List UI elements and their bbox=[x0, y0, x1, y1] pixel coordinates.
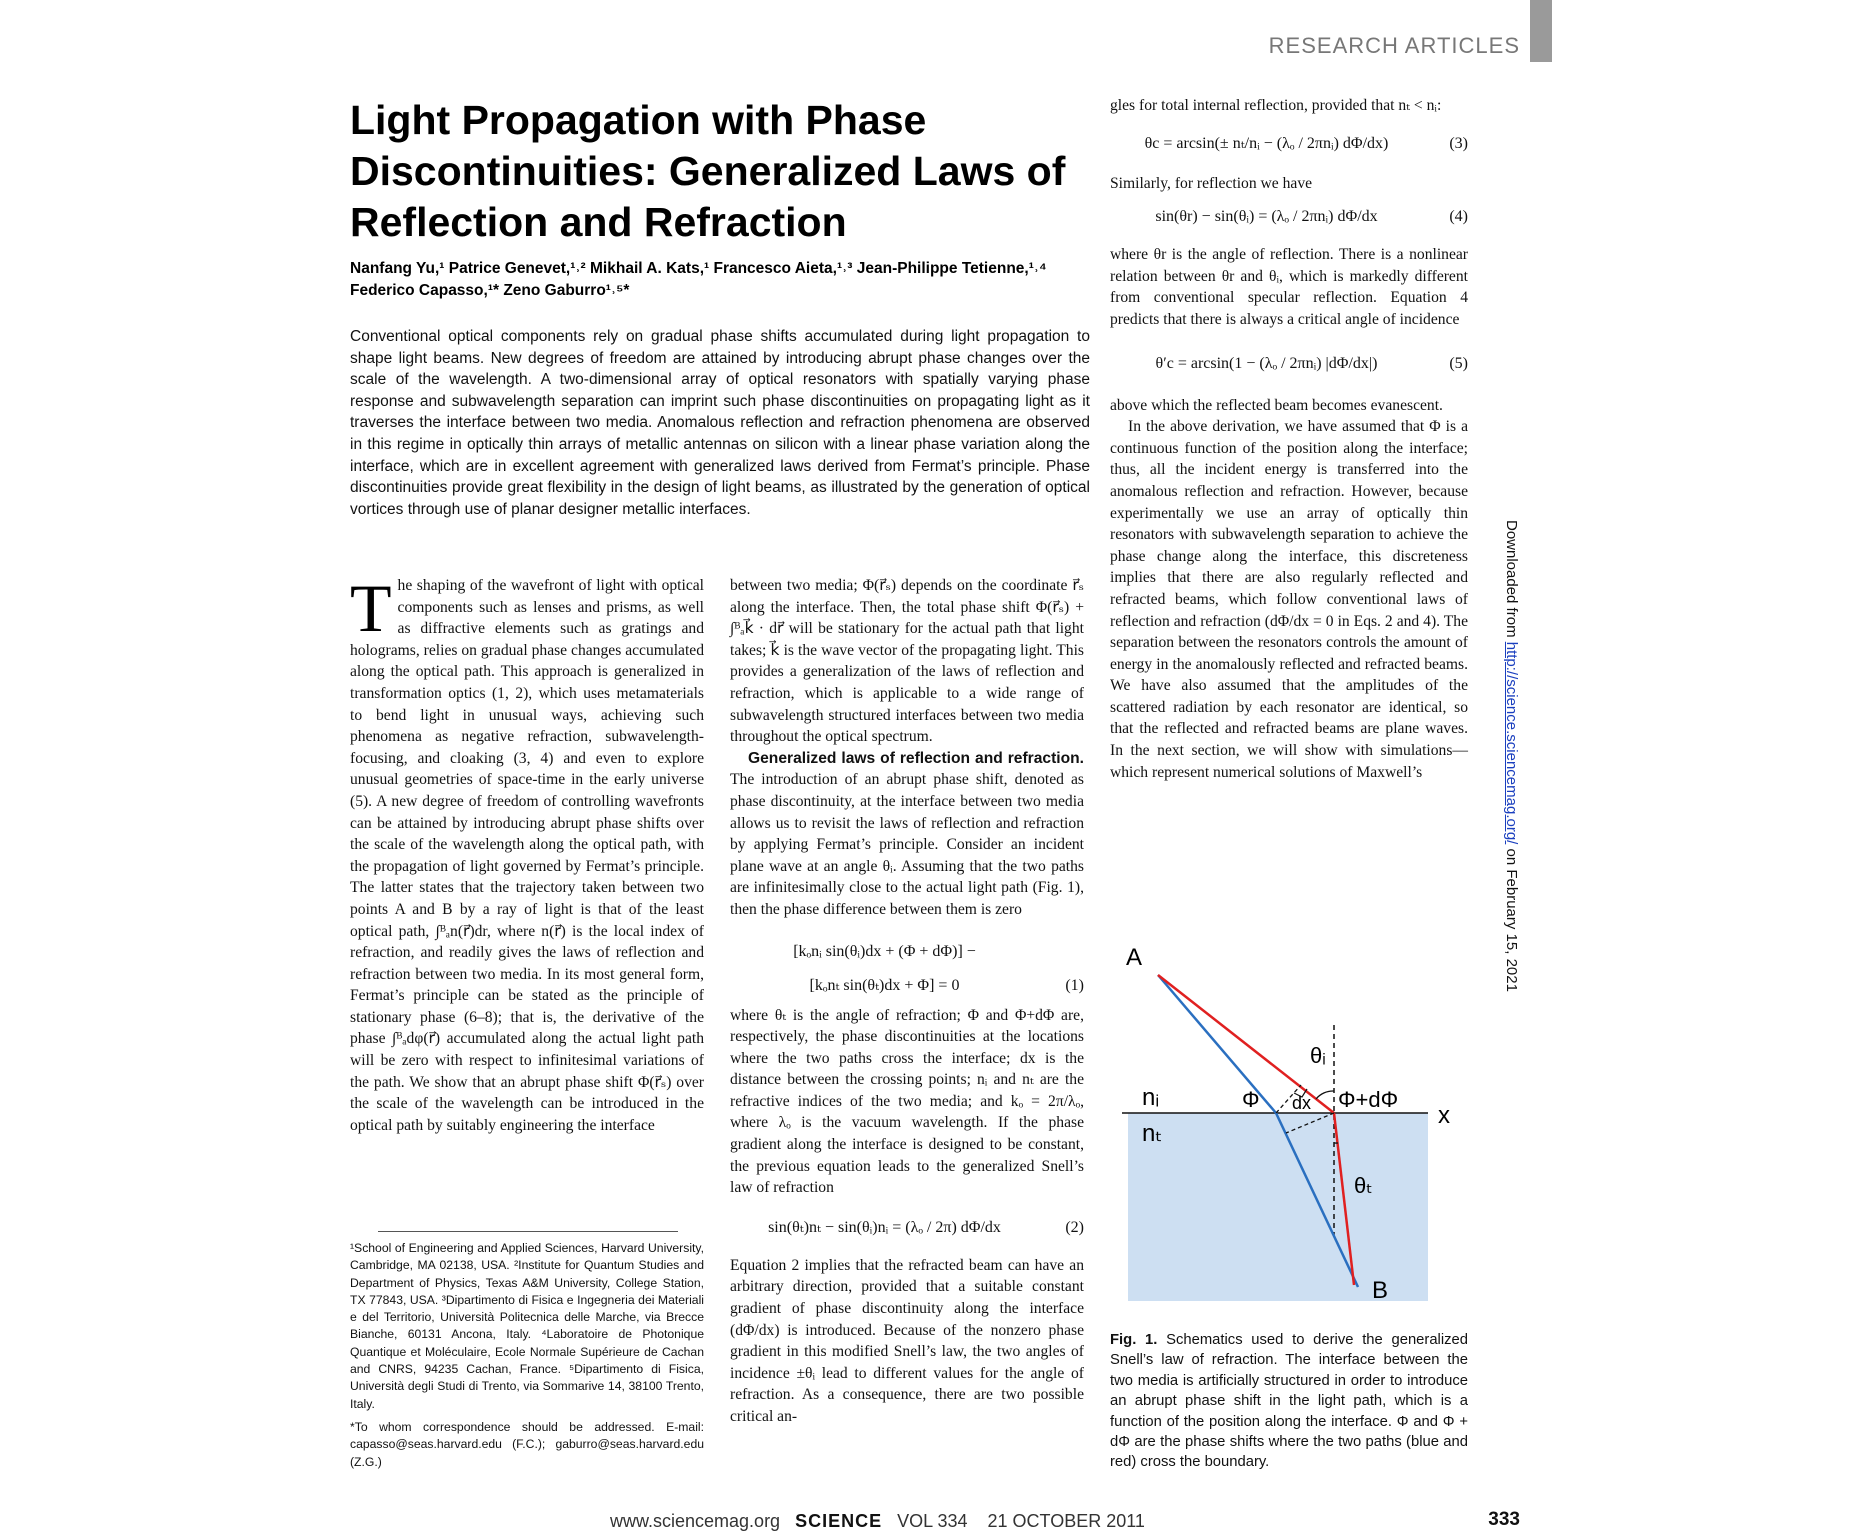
label-nt: nₜ bbox=[1142, 1120, 1162, 1147]
download-prefix: Downloaded from bbox=[1503, 520, 1520, 642]
footer-volume: VOL 334 bbox=[897, 1511, 967, 1531]
footnotes bbox=[350, 1240, 704, 1477]
body-paragraph: Equation 2 implies that the refracted beam can have an arbitrary direction, provided that a suitable constant gradient of phase discontinuity along the interface (dΦ/dx) is introduced. Because of the nonzero phase gradient in this modified Snell’s law, the two angles of incidence ±θᵢ lead to different values for the angle of refraction. As a consequence, there are two possible critical an- bbox=[730, 1255, 1084, 1428]
correspondence: *To whom correspondence should be addressed. E-mail: capasso@seas.harvard.edu (F.C.); gaburro@seas.harvard.edu (Z.G.) bbox=[350, 1419, 704, 1471]
equation-1-line-2 bbox=[730, 965, 1084, 1005]
equation-text: θc = arcsin(± nₜ/nᵢ − (λₒ / 2πnᵢ) dΦ/dx) bbox=[1110, 133, 1423, 155]
equation-number: (3) bbox=[1449, 133, 1468, 155]
equation-4 bbox=[1110, 194, 1468, 244]
download-suffix: on February 15, 2021 bbox=[1503, 844, 1520, 992]
equation-text: [kₒnₜ sin(θₜ)dx + Φ] = 0 bbox=[730, 975, 1039, 997]
equation-2 bbox=[730, 1199, 1084, 1255]
author-list: Nanfang Yu,¹ Patrice Genevet,¹˒² Mikhail A. Kats,¹ Francesco Aieta,¹˒³ Jean-Philippe Tetienne,¹˒⁴ Federico Capasso,¹* Zeno Gaburro¹˒⁵* bbox=[350, 258, 1090, 302]
article-title: Light Propagation with Phase Discontinuities: Generalized Laws of Reflection and Refraction bbox=[350, 95, 1090, 248]
column-3 bbox=[1110, 95, 1468, 783]
body-paragraph: above which the reflected beam becomes evanescent. bbox=[1110, 395, 1468, 417]
footer-date: 21 OCTOBER 2011 bbox=[988, 1511, 1145, 1531]
equation-text: θ′c = arcsin(1 − (λₒ / 2πnᵢ) |dΦ/dx|) bbox=[1110, 353, 1423, 375]
header-bar bbox=[1530, 0, 1552, 62]
label-dx: dx bbox=[1292, 1093, 1311, 1113]
label-phi-dphi: Φ+dΦ bbox=[1338, 1087, 1398, 1112]
body-paragraph: where θₜ is the angle of refraction; Φ and Φ+dΦ are, respectively, the phase discontinuities at the locations where the two paths cross the interface; dx is the distance between the crossing points; nᵢ and nₜ are the refractive indices of the two media; and kₒ = 2π/λₒ, where λₒ is the vacuum wavelength. If the phase gradient along the interface is designed to be constant, the previous equation leads to the generalized Snell’s law of refraction bbox=[730, 1005, 1084, 1199]
figure-1-schematic bbox=[1122, 935, 1482, 1305]
label-A: A bbox=[1126, 944, 1142, 971]
equation-5 bbox=[1110, 331, 1468, 395]
caption-label: Fig. 1. bbox=[1110, 1332, 1157, 1348]
affiliations: ¹School of Engineering and Applied Sciences, Harvard University, Cambridge, MA 02138, USA. ²Institute for Quantum Studies and Department of Physics, Texas A&M University, College Station, TX 77843, USA. ³Dipartimento di Fisica e Ingegneria dei Materiali e del Territorio, Università Politecnica delle Marche, via Brecce Bianche, 60131 Ancona, Italy. ⁴Laboratoire de Photonique Quantique et Moléculaire, Ecole Normale Supérieure de Cachan and CNRS, 94235 Cachan, France. ⁵Dipartimento di Fisica, Università degli Studi di Trento, via Sommarive 14, 38100 Trento, Italy. bbox=[350, 1240, 704, 1413]
page-number: 333 bbox=[1470, 1509, 1520, 1531]
download-link[interactable]: http://science.sciencemag.org/ bbox=[1503, 642, 1520, 845]
body-paragraph: gles for total internal reflection, provided that nₜ < nᵢ: bbox=[1110, 95, 1468, 117]
section-paragraph bbox=[730, 748, 1084, 921]
footer-journal: SCIENCE bbox=[795, 1511, 882, 1531]
equation-text: [kₒnᵢ sin(θᵢ)dx + (Φ + dΦ)] − bbox=[730, 941, 1039, 963]
equation-number: (5) bbox=[1449, 353, 1468, 375]
label-theta-i: θᵢ bbox=[1310, 1043, 1326, 1068]
column-1 bbox=[350, 575, 704, 1136]
label-phi: Φ bbox=[1242, 1087, 1260, 1112]
body-paragraph: between two media; Φ(r⃗ₛ) depends on the coordinate r⃗ₛ along the interface. Then, the total phase shift Φ(r⃗ₛ) + ∫ᴮₐk⃗ · dr⃗ will be stationary for the actual path that light takes; k⃗ is the wave vector of the propagating light. This provides a generalization of the laws of reflection and refraction, which is applicable to a wide range of subwavelength structured interfaces between two media throughout the optical spectrum. bbox=[730, 575, 1084, 748]
body-paragraph: In the above derivation, we have assumed that Φ is a continuous function of the position along the interface; thus, all the incident energy is transferred into the anomalous reflection and refraction. However, because experimentally we use an array of optically thin resonators with subwavelength separation to achieve the phase change along the interface, this discreteness implies that there are also regularly reflected and refracted beams, which follow conventional laws of reflection and refraction (dΦ/dx = 0 in Eqs. 2 and 4). The separation between the resonators controls the amount of energy in the anomalously reflected and refracted beams. We have also assumed that the amplitudes of the scattered radiation by each resonator are identical, so that the reflected and refracted beams are plane waves. In the next section, we will show with simulations—which represent numerical solutions of Maxwell’s bbox=[1110, 416, 1468, 783]
equation-3 bbox=[1110, 117, 1468, 173]
caption-text: Schematics used to derive the generalized Snell’s law of refraction. The interface between the two media is artificially structured in order to introduce an abrupt phase shift in the light path, which is a function of the position along the interface. Φ and Φ + dΦ are the phase shifts where the two paths (blue and red) cross the boundary. bbox=[1110, 1332, 1468, 1470]
column-2 bbox=[730, 575, 1084, 1428]
footer-site: www.sciencemag.org bbox=[610, 1511, 780, 1531]
equation-number: (4) bbox=[1449, 206, 1468, 228]
label-B: B bbox=[1372, 1277, 1388, 1304]
download-note bbox=[1510, 520, 1530, 1080]
equation-1-line-1 bbox=[730, 931, 1084, 965]
body-text: The introduction of an abrupt phase shift, denoted as phase discontinuity, at the interface between two media allows us to revisit the laws of reflection and refraction by applying Fermat’s principle. Consider an incident plane wave at an angle θᵢ. Assuming that the two paths are infinitesimally close to the actual light path (Fig. 1), then the phase difference between them is zero bbox=[730, 771, 1084, 918]
equation-text: sin(θₜ)nₜ − sin(θᵢ)nᵢ = (λₒ / 2π) dΦ/dx bbox=[730, 1217, 1039, 1239]
download-note-text bbox=[1503, 520, 1520, 992]
figure-caption bbox=[1110, 1330, 1468, 1473]
section-label: RESEARCH ARTICLES bbox=[1200, 33, 1520, 59]
body-paragraph: where θr is the angle of reflection. There is a nonlinear relation between θr and θᵢ, which is markedly different from conventional specular reflection. Equation 4 predicts that there is always a critical angle of incidence bbox=[1110, 244, 1468, 330]
label-theta-t: θₜ bbox=[1354, 1173, 1373, 1198]
section-heading: Generalized laws of reflection and refraction. bbox=[748, 750, 1084, 767]
equation-number: (1) bbox=[1065, 975, 1084, 997]
body-paragraph: he shaping of the wavefront of light with optical components such as lenses and prisms, as well as diffractive elements such as gratings and holograms, relies on gradual phase changes accumulated along the optical path. This approach is generalized in transformation optics (1, 2), which uses metamaterials to bend light in unusual ways, achieving such phenomena as negative refraction, subwavelength-focusing, and cloaking (3, 4) and even to explore unusual geometries of space-time in the early universe (5). A new degree of freedom of controlling wavefronts can be attained by introducing abrupt phase shifts over the scale of the wavelength along the optical path, with the propagation of light governed by Fermat’s principle. The latter states that the trajectory taken between two points A and B by a ray of light is that of the least optical path, ∫ᴮₐn(r⃗)dr, where n(r⃗) is the local index of refraction, and readily gives the laws of reflection and refraction between two media. In its most general form, Fermat’s principle can be stated as the principle of stationary phase (6–8); that is, the derivative of the phase ∫ᴮₐdφ(r⃗) accumulated along the actual light path will be zero with respect to infinitesimal variations of the path. We show that an abrupt phase shift Φ(r⃗ₛ) over the scale of the wavelength can be introduced in the optical path by suitably engineering the interface bbox=[350, 575, 704, 1136]
equation-text: sin(θr) − sin(θᵢ) = (λₒ / 2πnᵢ) dΦ/dx bbox=[1110, 206, 1423, 228]
theta-i-arc bbox=[1316, 1091, 1334, 1099]
lower-medium bbox=[1128, 1113, 1428, 1301]
label-ni: nᵢ bbox=[1142, 1084, 1159, 1111]
abstract: Conventional optical components rely on gradual phase shifts accumulated during light propagation to shape light beams. New degrees of freedom are attained by introducing abrupt phase changes over the scale of the wavelength. A two-dimensional array of optical resonators with spatially varying phase response and subwavelength separation can imprint such phase discontinuities on propagating light as it traverses the interface between two media. Anomalous reflection and refraction phenomena are observed in this regime in optically thin arrays of metallic antennas on silicon with a linear phase variation along the interface, which are in excellent agreement with generalized laws derived from Fermat’s principle. Phase discontinuities provide great flexibility in the design of light beams, as illustrated by the generation of optical vortices through use of planar designer metallic interfaces. bbox=[350, 326, 1090, 520]
footnote-divider bbox=[378, 1231, 678, 1232]
equation-number: (2) bbox=[1065, 1217, 1084, 1239]
body-paragraph: Similarly, for reflection we have bbox=[1110, 173, 1468, 195]
drop-cap: T bbox=[350, 579, 392, 637]
label-x: x bbox=[1438, 1102, 1450, 1129]
